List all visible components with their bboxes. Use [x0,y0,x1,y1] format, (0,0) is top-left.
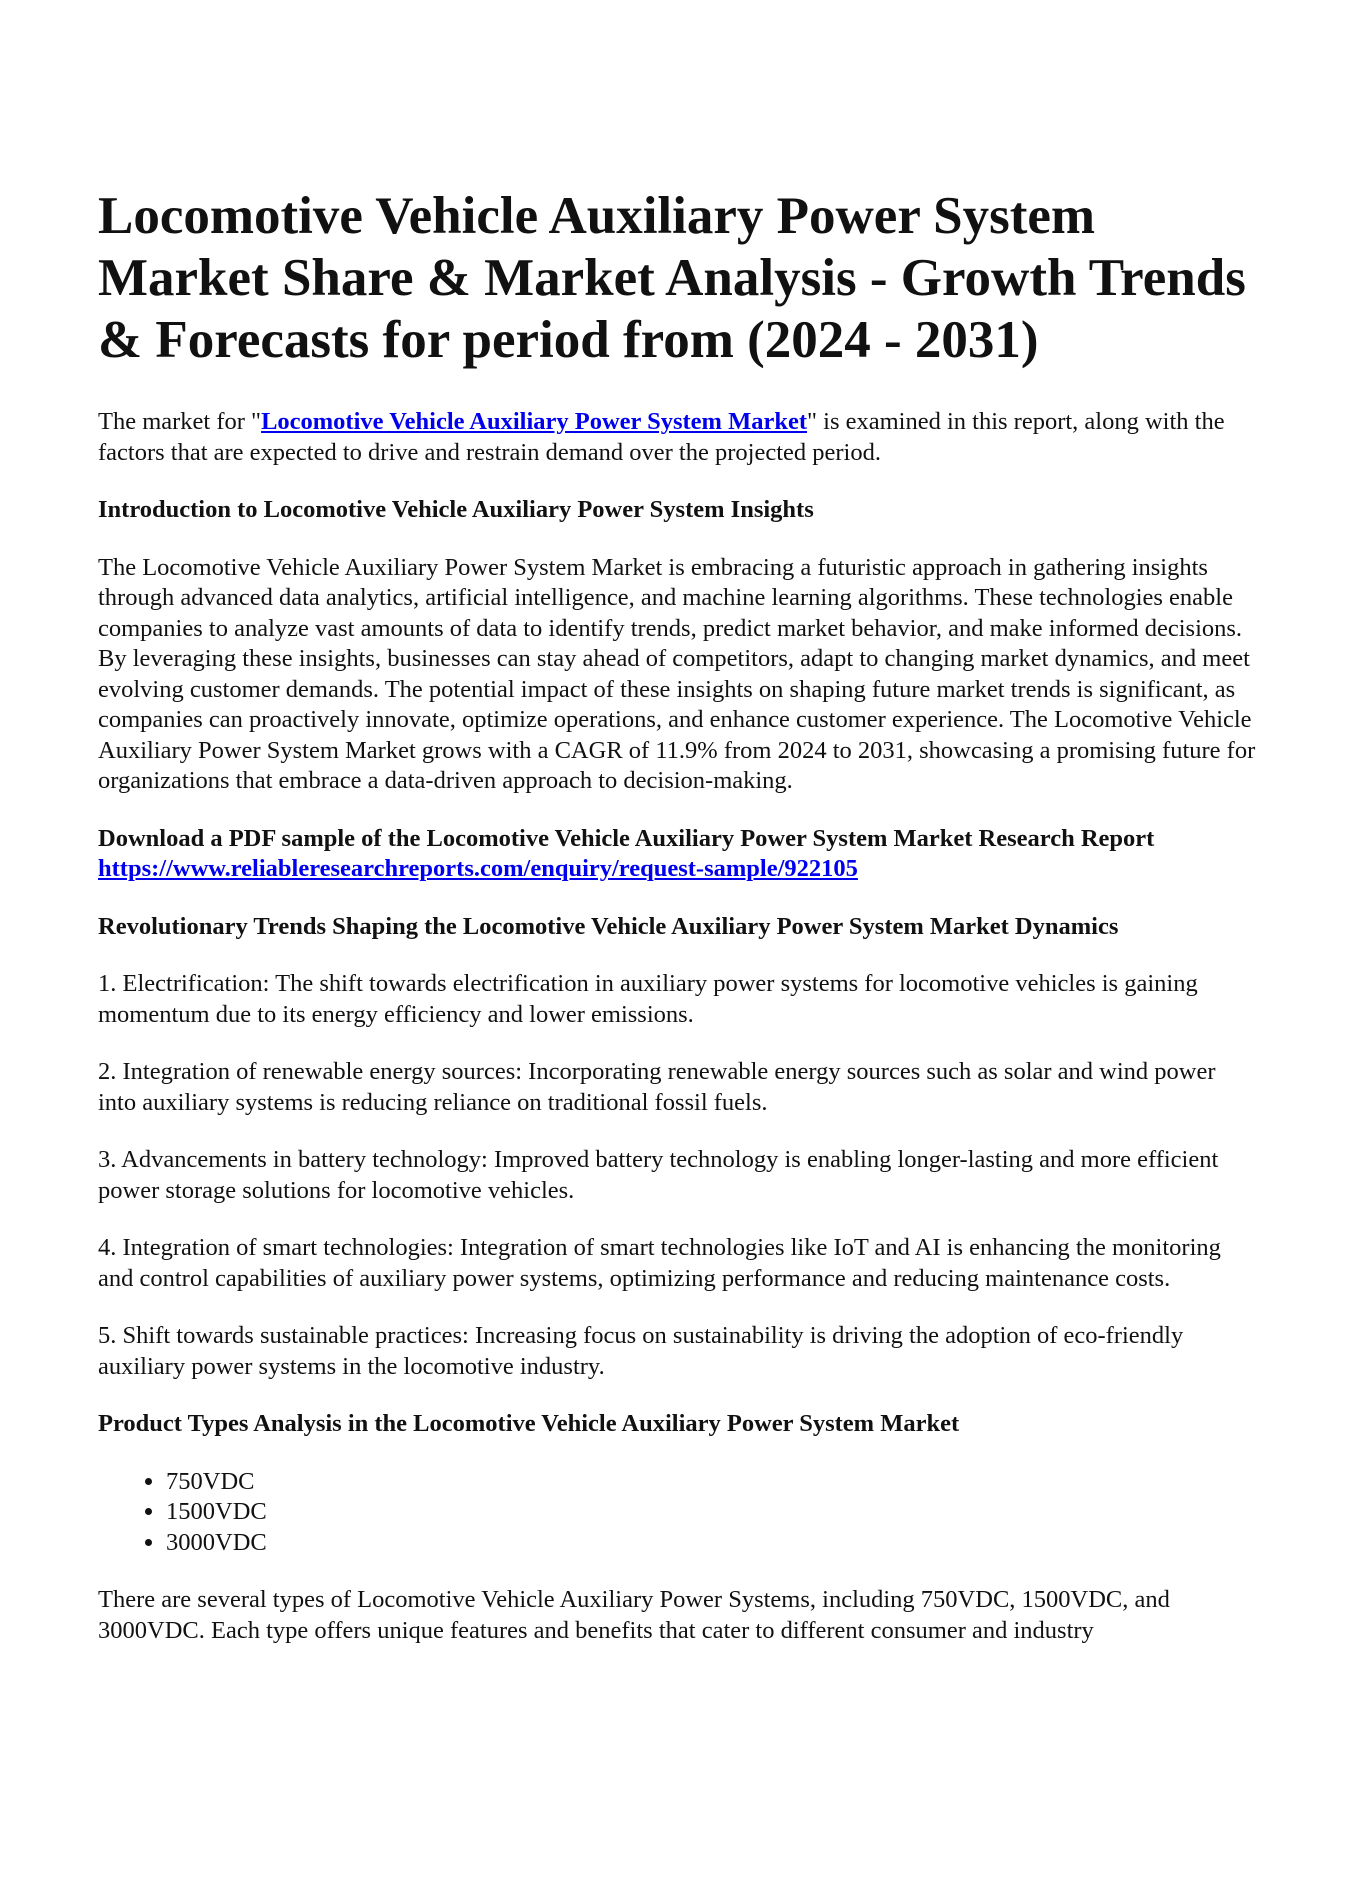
insights-paragraph: The Locomotive Vehicle Auxiliary Power System Market is embracing a futuristic approach in gathering insights through advanced data analytics, artificial intelligence, and machine learning algorithms. These technologies enable companies to analyze vast amounts of data to identify trends, predict market behavior, and make informed decisions. By leveraging these insights, businesses can stay ahead of competitors, adapt to changing market dynamics, and meet evolving customer demands. The potential impact of these insights on shaping future market trends is significant, as companies can proactively innovate, optimize operations, and enhance customer experience. The Locomotive Vehicle Auxiliary Power System Market grows with a CAGR of 11.9% from 2024 to 2031, showcasing a promising future for organizations that embrace a data-driven approach to decision-making. [98,553,1256,794]
intro-paragraph [98,407,1258,468]
sample-link[interactable]: https://www.reliableresearchreports.com/enquiry/request-sample/922105 [98,855,858,882]
product-types-paragraph: There are several types of Locomotive Vehicle Auxiliary Power Systems, including 750VDC, 1500VDC, and 3000VDC. Each type offers unique features and benefits that cater to different consumer and industry [98,1586,1170,1644]
download-paragraph [98,824,1258,885]
insights-heading: Introduction to Locomotive Vehicle Auxiliary Power System Insights [98,496,814,523]
list-item-750vdc: • 750VDC [166,1467,1258,1498]
trend-item-3: 3. Advancements in battery technology: Improved battery technology is enabling longer-lasting and more efficient power storage solutions for locomotive vehicles. [98,1146,1219,1204]
market-link[interactable]: Locomotive Vehicle Auxiliary Power System Market [261,408,808,435]
document-page [98,185,1258,1673]
trend-item-4: 4. Integration of smart technologies: Integration of smart technologies like IoT and AI is enhancing the monitoring and control capabilities of auxiliary power systems, optimizing performance and reducing maintenance costs. [98,1234,1221,1292]
list-item-1500vdc: • 1500VDC [166,1497,1258,1528]
trend-item-2: 2. Integration of renewable energy sources: Incorporating renewable energy sources such as solar and wind power into auxiliary systems is reducing reliance on traditional fossil fuels. [98,1058,1216,1116]
product-types-heading: Product Types Analysis in the Locomotive Vehicle Auxiliary Power System Market [98,1410,960,1437]
intro-suffix: " is examined in this report, along with the factors that are expected to drive and restrain demand over the projected period. [98,408,1225,466]
product-types-list [98,1467,1258,1559]
intro-prefix: The market for " [98,408,262,435]
trend-item-1: 1. Electrification: The shift towards electrification in auxiliary power systems for locomotive vehicles is gaining momentum due to its energy efficiency and lower emissions. [98,970,1198,1028]
trends-heading: Revolutionary Trends Shaping the Locomotive Vehicle Auxiliary Power System Market Dynamics [98,912,1119,940]
list-item-3000vdc: • 3000VDC [166,1528,1258,1559]
page-title: Locomotive Vehicle Auxiliary Power System Market Share & Market Analysis - Growth Trends & Forecasts for period from (2024 - 2031) [98,187,1246,369]
trend-item-5: 5. Shift towards sustainable practices: Increasing focus on sustainability is driving the adoption of eco-friendly auxiliary power systems in the locomotive industry. [98,1322,1184,1380]
download-text: Download a PDF sample of the Locomotive Vehicle Auxiliary Power System Market Research Report [98,824,1155,852]
